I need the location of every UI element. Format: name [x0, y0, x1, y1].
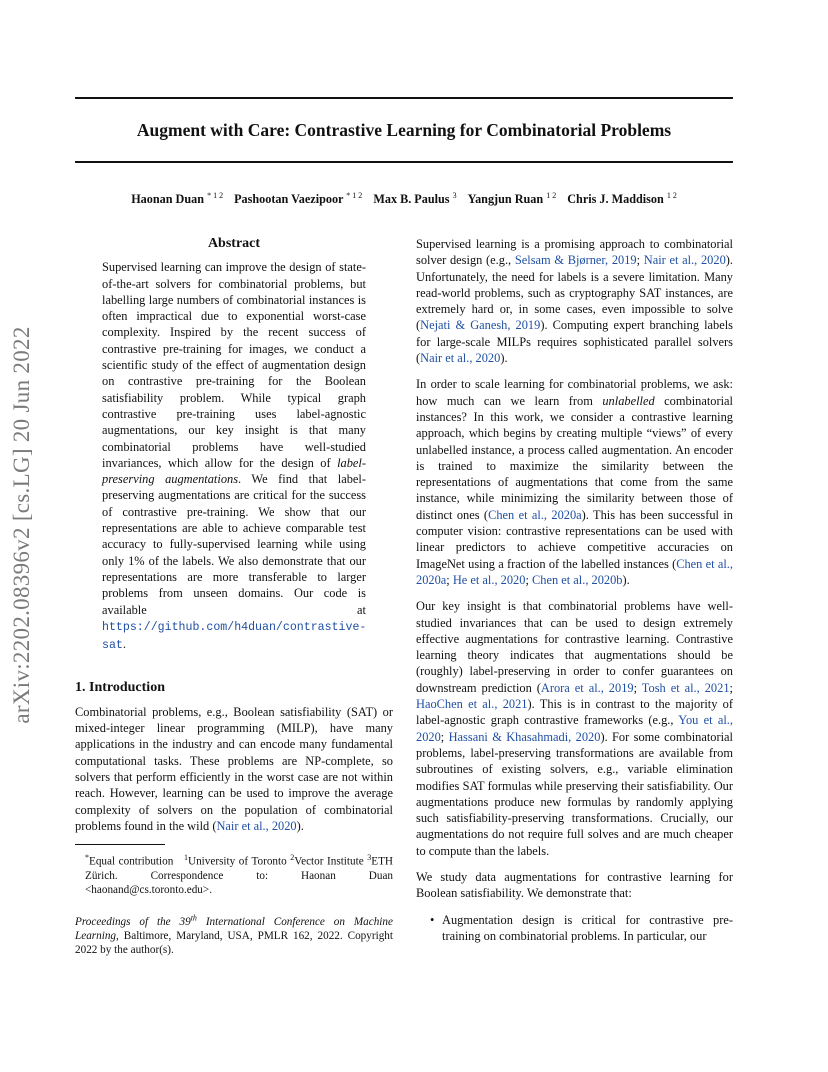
- bullet-icon: •: [430, 912, 435, 927]
- body-paragraph: Supervised learning is a promising approach to combinatorial solver design (e.g., Selsam & Bjørner, 2019; Nair et al., 2020). Unfortunately, the need for labels is a severe limitation. Many read-world problems, such as cryptography SAT instances, are extremely hard or, in some cases, even impossible to solve (Nejati & Ganesh, 2019). Computing expert branching labels for large-scale MILPs requires sophisticated parallel solvers (Nair et al., 2020).: [416, 237, 733, 366]
- title-rule-top: [75, 97, 733, 99]
- author-list: [75, 191, 733, 207]
- citation-link[interactable]: Tosh et al., 2021: [641, 680, 730, 695]
- citation-link[interactable]: Arora et al., 2019: [540, 680, 634, 695]
- citation-link[interactable]: Nair et al., 2020: [420, 351, 501, 366]
- abstract-text: Supervised learning can improve the design of state-of-the-art solvers for combinatorial problems, but labelling large numbers of combinatorial instances is often impractical due to exponential worst-case complexity. Inspired by the recent success of contrastive pre-training for images, we conduct a scientific study of the effect of augmentation design on contrastive pre-training for the Boolean satisfiability problem. While typical graph contrastive pre-training uses label-agnostic augmentations, our key insight is that many combinatorial problems have well-studied invariances, which allow for the design of label-preserving augmentations. We find that label-preserving augmentations are critical for the success of contrastive pre-training. We show that our representations are able to achieve comparable test accuracy to fully-supervised learning while using only 1% of the labels. We also demonstrate that our representations are more transferable to larger problems from unseen domains. Our code is available at https://github.com/h4duan/contrastive-sat.: [102, 260, 367, 653]
- citation-link[interactable]: He et al., 2020: [452, 572, 526, 587]
- abstract-section: [75, 236, 393, 654]
- title-rule-bottom: [75, 161, 733, 163]
- body-paragraph: We study data augmentations for contrastive learning for Boolean satisfiability. We demonstrate that:: [416, 869, 733, 901]
- author: Chris J. Maddison $^{1 2}$: [567, 191, 677, 207]
- citation-link[interactable]: Chen et al., 2020a: [416, 556, 733, 587]
- body-paragraph: Our key insight is that combinatorial problems have well-studied invariances that can be used to design extremely effective augmentations for contrastive learning. Contrastive learning theory indicates that augmentations should be (roughly) label-preserving in order to confer guarantees on downstream prediction (Arora et al., 2019; Tosh et al., 2021; HaoChen et al., 2021). This is in contrast to the majority of label-agnostic graph contrastive frameworks (e.g., You et al., 2020; Hassani & Khasahmadi, 2020). For some combinatorial problems, label-preserving transformations are available from subroutines of existing solvers, e.g., variable elimination modifies SAT formulas while preserving their satisfiability. Our augmentations produce new formulas by randomly applying such satisfiability-preserving transformations. Crucially, our augmentations do not require full solves and are much cheaper to compute than the labels.: [416, 599, 734, 858]
- footnote-divider: [75, 844, 165, 845]
- author: Haonan Duan $^{* 1 2}$: [131, 191, 224, 207]
- citation-link[interactable]: Hassani & Khasahmadi, 2020: [448, 729, 601, 744]
- body-paragraph: In order to scale learning for combinatorial problems, we ask: how much can we learn from unlabelled combinatorial instances? In this work, we consider a contrastive learning approach, which begins by creating multiple “views” of every unlabelled instance, a process called augmentation. An encoder is trained to maximize the similarity between the representations of augmentations that come from the same instance, while minimizing the similarity between those of distinct ones (Chen et al., 2020a). This has been successful in computer vision: contrastive representations can be used with linear predictors to achieve competitive accuracies on ImageNet using a fraction of the labelled instances (Chen et al., 2020a; He et al., 2020; Chen et al., 2020b).: [416, 377, 733, 587]
- code-repository-link[interactable]: https://github.com/h4duan/contrastive-sat: [102, 620, 367, 653]
- left-column: [75, 236, 393, 957]
- citation-link[interactable]: Chen et al., 2020a: [488, 507, 582, 522]
- citation-link[interactable]: Nejati & Ganesh, 2019: [420, 318, 541, 333]
- author: Max B. Paulus $^3$: [373, 191, 457, 207]
- citation-link[interactable]: You et al., 2020: [416, 713, 734, 744]
- citation-link[interactable]: Chen et al., 2020b: [531, 572, 623, 587]
- citation-link[interactable]: Selsam & Bjørner, 2019: [514, 253, 637, 268]
- paper-title: Augment with Care: Contrastive Learning for Combinatorial Problems: [136, 120, 672, 140]
- author: Yangjun Ruan $^{1 2}$: [467, 191, 557, 207]
- introduction-paragraph: Combinatorial problems, e.g., Boolean satisfiability (SAT) or mixed-integer linear programming (MILP), have many applications in the industry and can encode many fundamental computational tasks. These problems are NP-complete, so solvers that perform efficiently in the worst case are not within reach. However, learning can be used to improve the average complexity of solvers on the population of combinatorial problems found in the wild (Nair et al., 2020).: [75, 704, 393, 833]
- contribution-list: [416, 912, 733, 945]
- abstract-heading: Abstract: [207, 236, 261, 251]
- affiliation-footnote: *Equal contribution $^1$University of Toronto $^2$Vector Institute $^3$ETH Zürich. Correspondence to: Haonan Duan <haonand@cs.toronto.edu>.: [85, 853, 394, 896]
- citation-link[interactable]: Nair et al., 2020: [216, 818, 297, 833]
- citation-link[interactable]: Nair et al., 2020: [643, 253, 726, 268]
- right-column: [416, 236, 733, 944]
- arxiv-identifier-stamp: arXiv:2202.08396v2 [cs.LG] 20 Jun 2022: [9, 326, 34, 724]
- citation-link[interactable]: HaoChen et al., 2021: [416, 697, 528, 712]
- list-item: • Augmentation design is critical for contrastive pre-training on combinatorial problems. In particular, our: [430, 912, 733, 943]
- proceedings-note: Proceedings of the 39th International Conference on Machine Learning, Baltimore, Maryland, USA, PMLR 162, 2022. Copyright 2022 by the author(s).: [75, 912, 393, 956]
- introduction-heading: 1. Introduction: [75, 680, 165, 696]
- author: Pashootan Vaezipoor $^{* 1 2}$: [234, 191, 363, 207]
